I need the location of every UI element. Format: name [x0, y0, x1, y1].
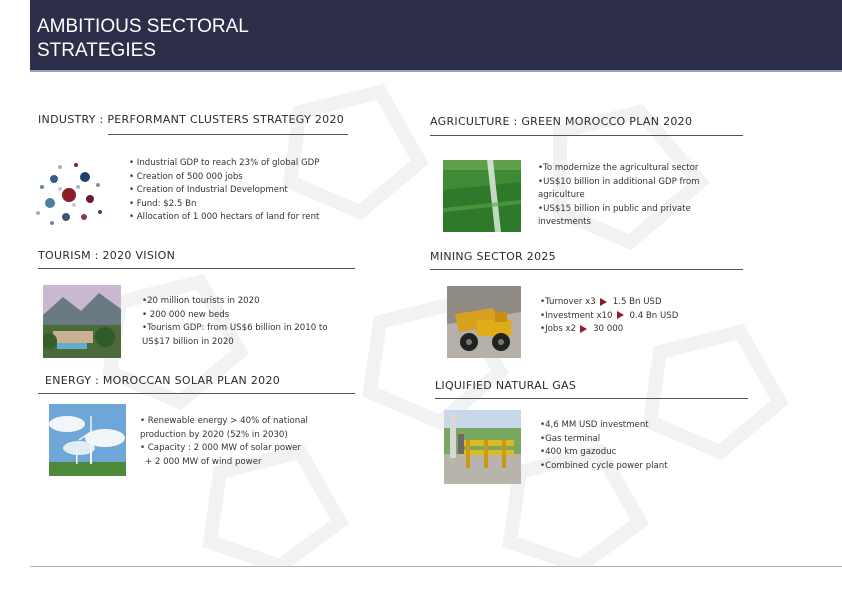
agriculture-title: AGRICULTURE : GREEN MOROCCO PLAN 2020 — [430, 115, 693, 128]
mining-row-label: •Jobs x2 — [540, 324, 577, 334]
list-item — [540, 323, 730, 337]
list-item — [540, 310, 730, 324]
list-item: + 2 000 MW of wind power — [145, 456, 262, 467]
page-title-line-1: AMBITIOUS SECTORAL — [37, 16, 249, 37]
gas-terminal-image — [444, 410, 521, 484]
page-title — [37, 15, 357, 63]
gas-rule — [435, 398, 748, 399]
list-item — [540, 296, 730, 310]
footer-rule — [30, 566, 842, 567]
list-item: • Renewable energy > 40% of national production by 2020 (52% in 2030) — [140, 416, 308, 440]
list-item: •20 million tourists in 2020 — [142, 296, 260, 306]
tourism-rule — [38, 268, 355, 269]
energy-bullets — [140, 415, 325, 469]
agriculture-bullets — [538, 162, 723, 230]
mining-rule — [430, 269, 743, 270]
right-arrow-icon — [580, 325, 587, 333]
right-arrow-icon — [600, 298, 607, 306]
list-item: • Creation of Industrial Development — [129, 185, 288, 195]
list-item: • Industrial GDP to reach 23% of global GDP — [129, 158, 320, 168]
energy-rule — [38, 393, 355, 394]
mining-row-value: 30 000 — [593, 324, 624, 334]
page-title-line-2: STRATEGIES — [37, 40, 156, 61]
right-arrow-icon — [617, 311, 624, 319]
list-item: •US$10 billion in additional GDP from agriculture — [538, 176, 700, 200]
irrigated-field-image — [443, 160, 521, 232]
list-item: • Creation of 500 000 jobs — [129, 171, 243, 182]
list-item: •US$15 billion in public and private investments — [538, 203, 691, 227]
header-rule — [30, 70, 842, 72]
gas-title: LIQUIFIED NATURAL GAS — [435, 379, 577, 392]
list-item: •4,6 MM USD investment — [540, 420, 649, 430]
wind-turbine-image — [49, 404, 126, 476]
mining-row-value: 1.5 Bn USD — [612, 297, 662, 307]
tourism-title: TOURISM : 2020 VISION — [38, 249, 176, 262]
list-item: •To modernize the agricultural sector — [538, 163, 699, 173]
industry-rule — [108, 134, 348, 135]
mining-rows — [540, 296, 730, 337]
header-corner — [0, 60, 30, 70]
list-item: • Fund: $2.5 Bn — [129, 198, 197, 209]
industry-bullets — [129, 157, 369, 225]
mining-title: MINING SECTOR 2025 — [430, 250, 556, 263]
list-item: • Allocation of 1 000 hectars of land for rent — [129, 212, 320, 222]
mining-truck-image — [447, 286, 521, 358]
list-item: •Gas terminal — [540, 433, 601, 444]
resort-image — [43, 285, 121, 358]
gas-bullets — [540, 419, 730, 473]
energy-title: ENERGY : MOROCCAN SOLAR PLAN 2020 — [45, 374, 281, 387]
mining-row-label: •Turnover x3 — [540, 297, 596, 307]
tourism-bullets — [142, 295, 342, 349]
network-clusters-image — [30, 157, 108, 232]
list-item: •400 km gazoduc — [540, 447, 617, 457]
industry-title: INDUSTRY : PERFORMANT CLUSTERS STRATEGY 2020 — [38, 113, 345, 126]
list-item: •Tourism GDP: from US$6 billion in 2010 to US$17 billion in 2020 — [142, 323, 328, 347]
agriculture-rule — [430, 135, 743, 136]
header-left-notch — [0, 0, 30, 60]
mining-row-value: 0.4 Bn USD — [629, 310, 679, 321]
list-item: • Capacity : 2 000 MW of solar power — [140, 443, 301, 453]
list-item: • 200 000 new beds — [142, 309, 230, 320]
list-item: •Combined cycle power plant — [540, 460, 668, 471]
mining-row-label: •Investment x10 — [540, 310, 613, 321]
